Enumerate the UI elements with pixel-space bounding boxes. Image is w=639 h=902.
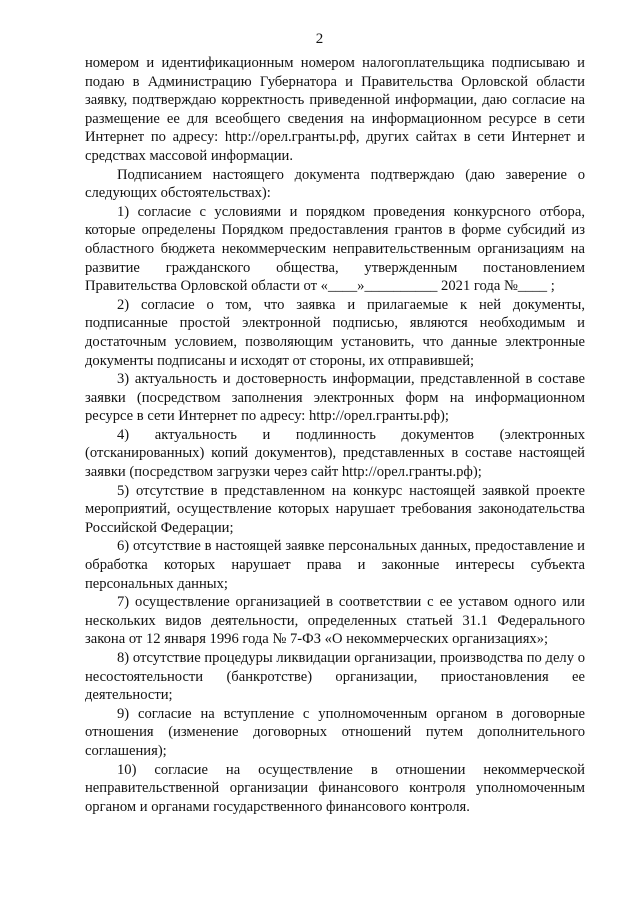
list-item-3: 3) актуальность и достоверность информации, представленной в составе заявки (посредством заполнения электронных форм на информационном ресурсе в сети Интернет по адресу: http://орел.гранты.рф); — [85, 371, 585, 425]
list-item-8: 8) отсутствие процедуры ликвидации организации, производства по делу о несостоятельности (банкротстве) организации, приостановления ее деятельности; — [85, 650, 585, 704]
list-item-5: 5) отсутствие в представленном на конкурс настоящей заявкой проекте мероприятий, осуществление которых нарушает требования законодательства Российской Федерации; — [85, 482, 585, 536]
list-item-7: 7) осуществление организацией в соответствии с ее уставом одного или нескольких видов деятельности, определенных статьей 31.1 Федерального закона от 12 января 1996 года № 7-ФЗ «О некоммерческих организациях»; — [85, 594, 585, 648]
list-item-6: 6) отсутствие в настоящей заявке персональных данных, предоставление и обработка которых нарушает права и законные интересы субъекта персональных данных; — [85, 538, 585, 592]
list-item-4: 4) актуальность и подлинность документов (электронных (отсканированных) копий документов), представленных в составе настоящей заявки (посредством загрузки через сайт http://орел.гранты.рф); — [85, 426, 585, 481]
list-item-2: 2) согласие о том, что заявка и прилагаемые к ней документы, подписанные простой электронной подписью, являются необходимым и достаточным условием, позволяющим установить, что данные электронные документы подписаны и исходят от стороны, их отправившей; — [85, 296, 585, 369]
list-item-10: 10) согласие на осуществление в отношении некоммерческой неправительственной организации финансового контроля уполномоченным органом и органами государственного финансового контроля. — [85, 761, 585, 815]
page-number: 2 — [315, 31, 324, 47]
document-body — [85, 54, 585, 816]
paragraph-confirmation-heading: Подписанием настоящего документа подтверждаю (даю заверение о следующих обстоятельствах): — [85, 166, 585, 202]
list-item-9: 9) согласие на вступление с уполномоченным органом в договорные отношения (изменение договорных отношений путем дополнительного соглашения); — [85, 705, 585, 759]
paragraph-intro-continuation: номером и идентификационным номером налогоплательщика подписываю и подаю в Администрацию Губернатора и Правительства Орловской области заявку, подтверждаю корректность приведенной информации, даю согласие на размещение ее для всеобщего сведения на информационном ресурсе в сети Интернет по адресу: http://орел.гранты.рф, других сайтах в сети Интернет и средствах массовой информации. — [85, 55, 585, 164]
list-item-1: 1) согласие с условиями и порядком проведения конкурсного отбора, которые определены Порядком предоставления грантов в форме субсидий из областного бюджета некоммерческим неправительственным организациям на развитие гражданского общества, утвержденным постановлением Правительства Орловской области от «____»__________ 2021 года №____ ; — [85, 203, 585, 295]
